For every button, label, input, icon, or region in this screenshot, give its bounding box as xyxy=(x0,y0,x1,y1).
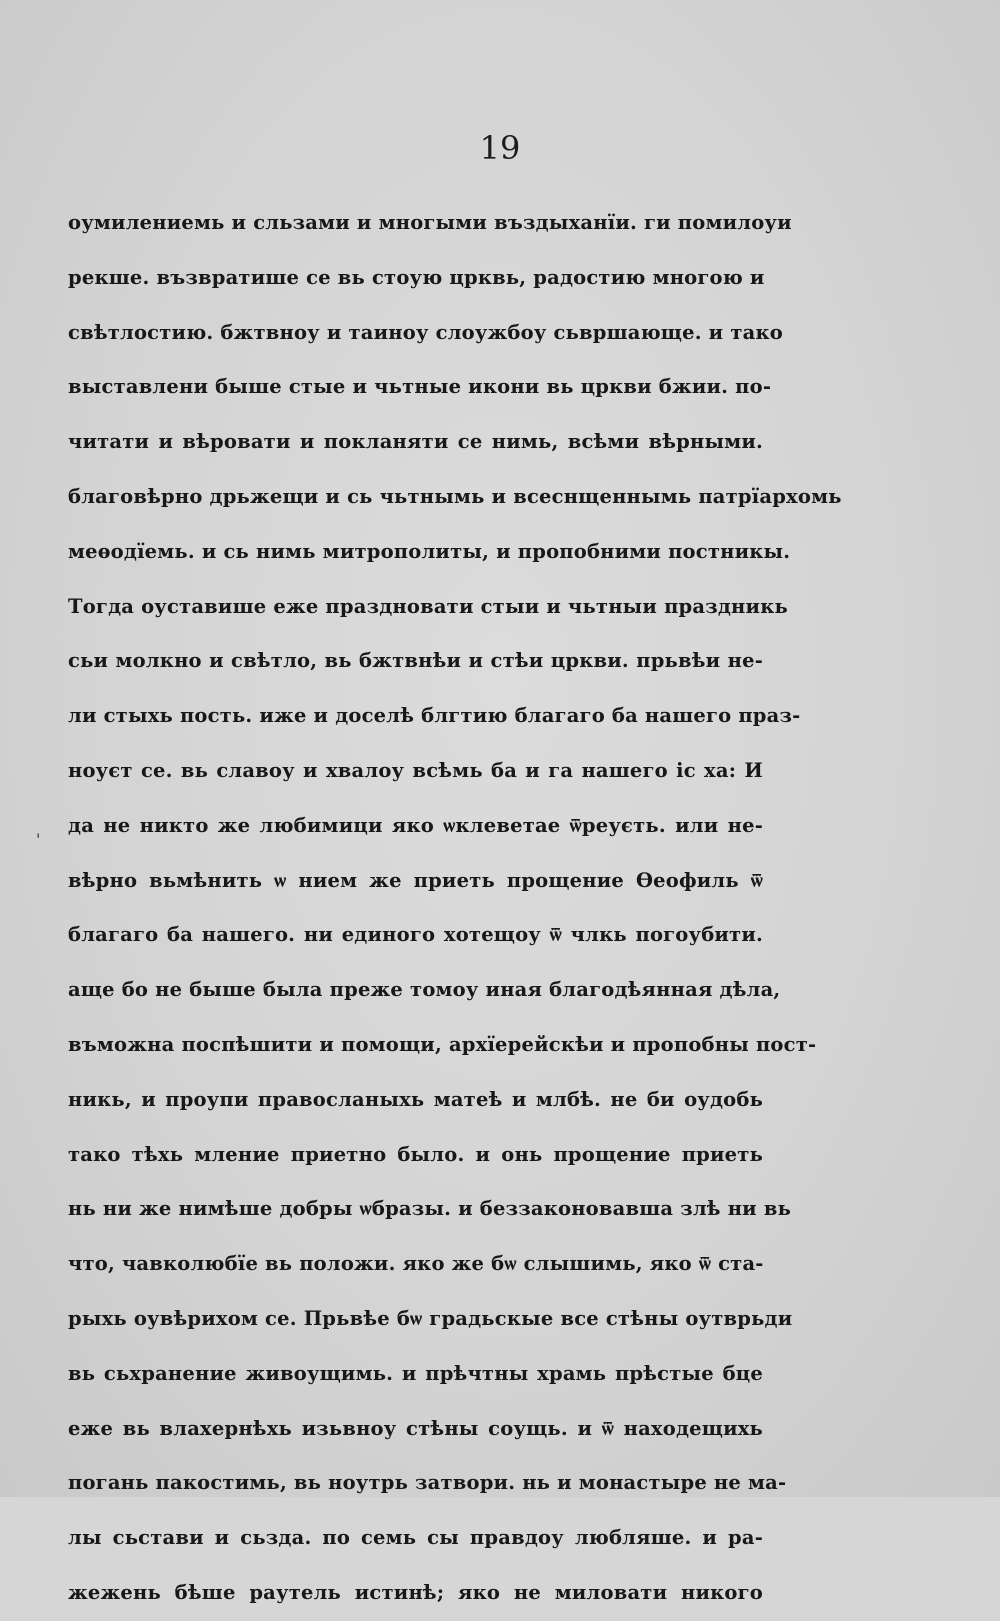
text-line: свѣтлостию. бжтвноу и таиноу слоужбоу сьвршающе. и тако xyxy=(68,320,783,344)
text-line: аще бо не быше была преже томоу иная благодѣянная дѣла, xyxy=(68,978,781,1002)
text-line: выставлени быше стые и чьтные икони вь цркви бжии. по- xyxy=(68,375,772,399)
text-line: благаго ба нашего. ни единого хотещоу ѿ члкь погоубити. xyxy=(68,923,763,947)
text-line: читати и вѣровати и покланяти се нимь, всѣми вѣрными. xyxy=(68,430,763,454)
margin-mark: ' xyxy=(36,830,41,849)
text-line: еже вь влахернѣхь изьвноу стѣны соущь. и ѿ находещихь xyxy=(68,1416,763,1440)
text-line: погань пакостимь, вь ноутрь затвори. нь и монастыре не ма- xyxy=(68,1471,787,1495)
text-line: вѣрно вьмѣнить ѡ нием же приеть прощение Ѳеофиль ѿ xyxy=(68,868,763,892)
text-line: меѳодїемь. и сь нимь митрополиты, и пропобними постникы. xyxy=(68,539,791,563)
body-text xyxy=(68,196,842,1621)
text-line: что, чавколюбїе вь положи. яко же бѡ слышимь, яко ѿ ста- xyxy=(68,1252,764,1276)
text-line: тако тѣхь мление приетно было. и онь прощение приеть xyxy=(68,1142,763,1166)
text-line: вь сьхранение живоущимь. и прѣчтны храмь прѣстые бце xyxy=(68,1361,763,1385)
text-line: ноуєт се. вь славоу и хвалоу всѣмь ба и га нашего іс ха: И xyxy=(68,758,763,782)
text-line: рекше. възвратише се вь стоую црквь, радостию многою и xyxy=(68,265,765,289)
text-line: сьи молкно и свѣтло, вь бжтвнѣи и стѣи цркви. прьвѣи не- xyxy=(68,649,763,673)
text-line: да не никто же любимици яко ѡклеветае ѿреуєть. или не- xyxy=(68,813,763,837)
text-line: ли стыхь пость. иже и доселѣ блгтию благаго ба нашего праз- xyxy=(68,704,801,728)
text-line: рыхь оувѣрихом се. Прьвѣе бѡ градьскые все стѣны оутврьди xyxy=(68,1306,793,1330)
text-line: въможна поспѣшити и помощи, архїерейскѣи и пропобны пост- xyxy=(68,1032,817,1056)
text-line: Тогда оуставише еже праздновати стыи и чьтныи праздникь xyxy=(68,594,788,618)
page-number: 19 xyxy=(479,129,521,167)
text-line: лы сьстави и сьзда. по семь сы правдоу любляше. и ра- xyxy=(68,1526,763,1550)
text-line: нь ни же нимѣше добры ѡбразы. и беззаконовавша злѣ ни вь xyxy=(68,1197,792,1221)
text-line: жежень бѣше раутель истинѣ; яко не миловати никого xyxy=(68,1580,763,1604)
text-line: оумилениемь и сльзами и многыми въздыханїи. ги помилоуи xyxy=(68,211,792,234)
text-line: никь, и проупи правосланыхь матеѣ и млбѣ. не би оудобь xyxy=(68,1087,763,1111)
text-line: благовѣрно дрьжещи и сь чьтнымь и всеснщеннымь патрїархомь xyxy=(68,484,842,508)
